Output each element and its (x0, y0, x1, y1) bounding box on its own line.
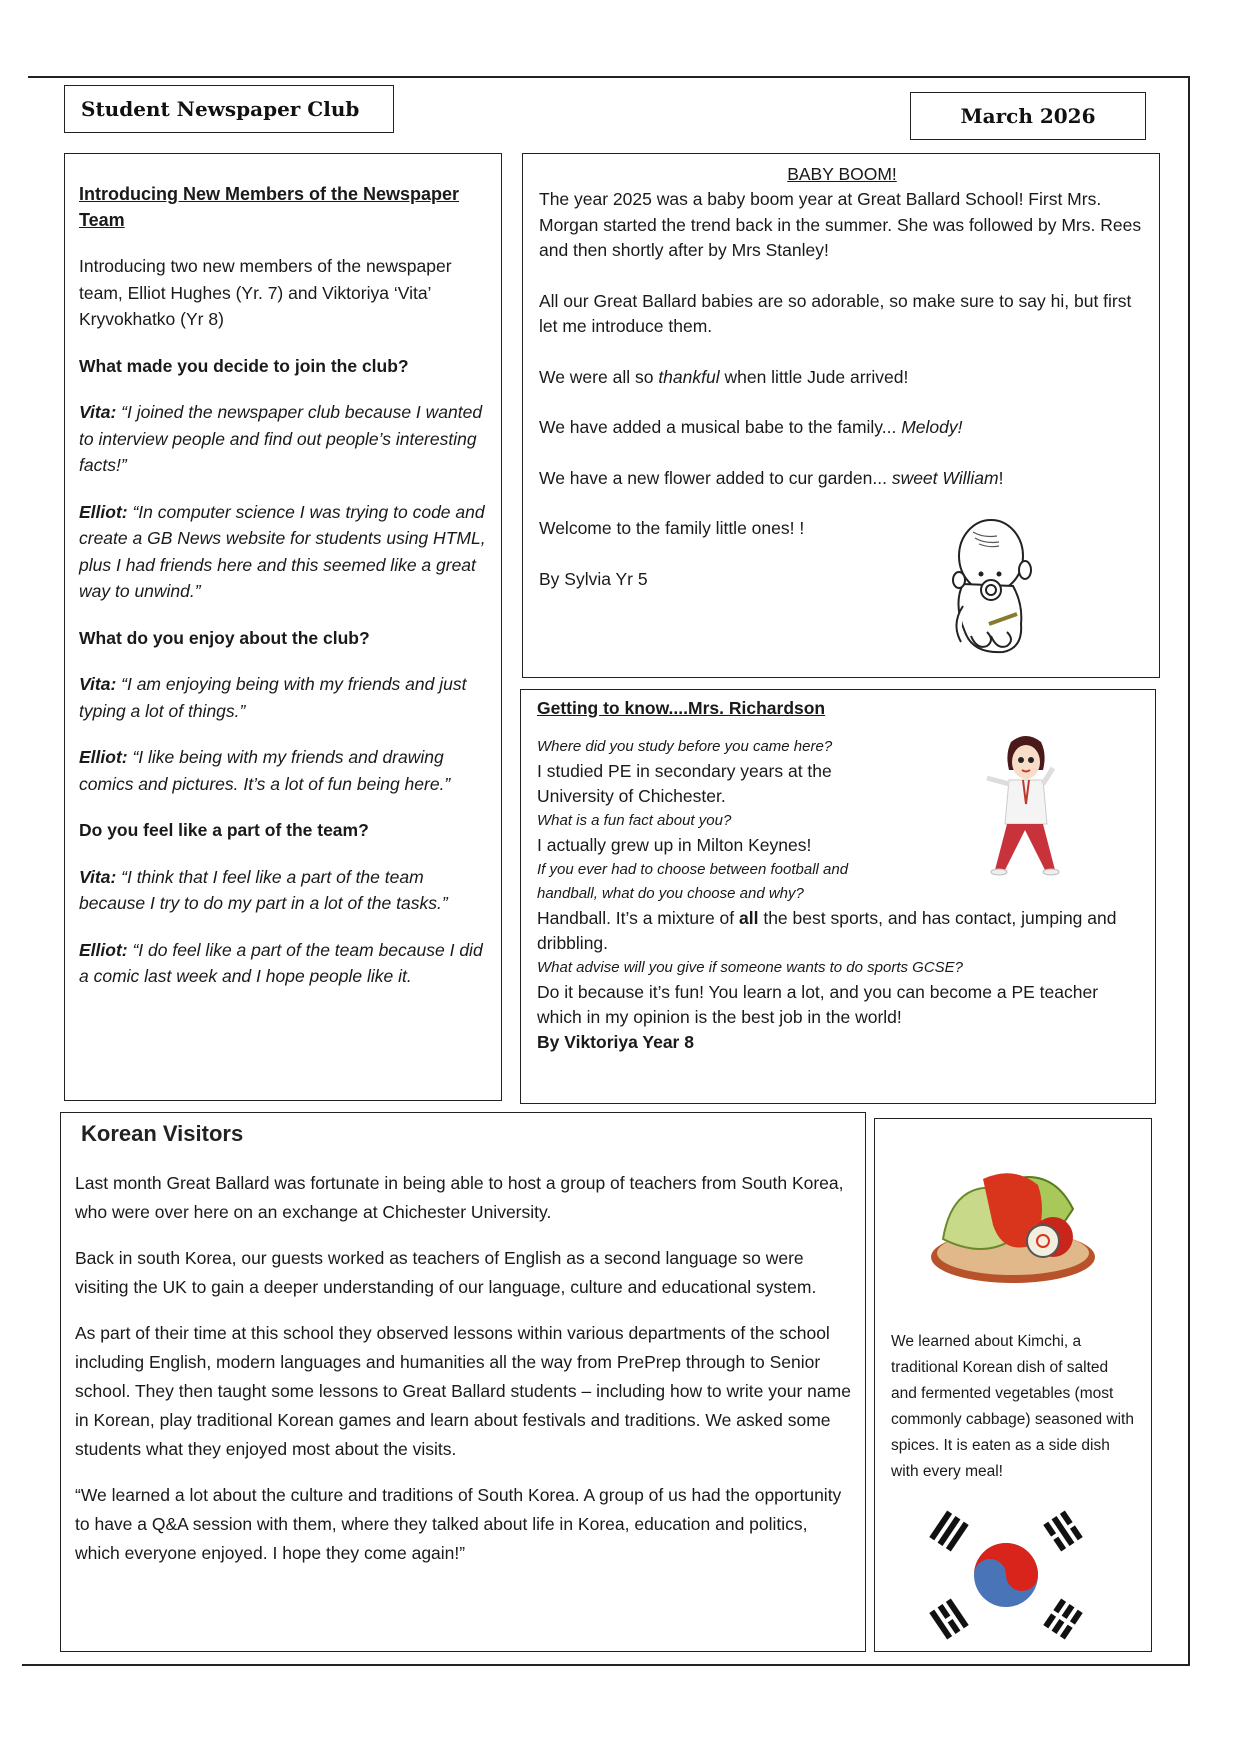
baby-illustration-icon (943, 514, 1053, 664)
richardson-question: Where did you study before you came here? (537, 738, 833, 755)
interview-answer: Elliot: “I like being with my friends and drawing comics and pictures. It’s a lot of fun being here.” (79, 747, 451, 794)
baby-boom-title: BABY BOOM! (787, 164, 897, 184)
kimchi-caption: We learned about Kimchi, a traditional Korean dish of salted and fermented vegetables (most commonly cabbage) seasoned with spices. It is eaten as a side dish with every meal! (891, 1333, 1134, 1480)
interview-answer: Elliot: “In computer science I was trying to code and create a GB News website for students using HTML, plus I had friends here and this seemed like a great way to unwind.” (79, 501, 486, 601)
article-intro: Introducing two new members of the newspaper team, Elliot Hughes (Yr. 7) and Viktoriya ‘Vita’ Kryvokhatko (Yr 8) (79, 256, 452, 329)
baby-byline: By Sylvia Yr 5 (539, 568, 648, 589)
baby-boom-para: The year 2025 was a baby boom year at Great Ballard School! First Mrs. Morgan started the trend back in the summer. She was followed by Mrs. Rees and then shortly after by Mrs Stanley! (539, 189, 1142, 260)
new-members-article (64, 153, 502, 1101)
korean-quote: “We learned a lot about the culture and traditions of South Korea. A group of us had the opportunity to have a Q&A session with them, where they talked about life in Korea, education and politics, which everyone enjoyed. I hope they come again!” (75, 1485, 842, 1563)
baby-boom-para: All our Great Ballard babies are so adorable, so make sure to say hi, but first let me introduce them. (539, 290, 1132, 336)
baby-william-line: We have a new flower added to cur garden... sweet William! (539, 467, 1004, 488)
teacher-illustration-icon (971, 732, 1081, 882)
baby-boom-article (522, 153, 1160, 678)
richardson-question: If you ever had to choose between football and handball, what do you choose and why? (537, 861, 849, 902)
issue-date: March 2026 (960, 104, 1096, 128)
baby-jude-line: We were all so thankful when little Jude arrived! (539, 366, 909, 387)
korean-para: Last month Great Ballard was fortunate in being able to host a group of teachers from South Korea, who were over here on an exchange at Chichester University. (75, 1173, 844, 1222)
korean-para: Back in south Korea, our guests worked as teachers of English as a second language so were visiting the UK to gain a deeper understanding of our language, culture and educational system. (75, 1248, 817, 1297)
article-heading: Introducing New Members of the Newspaper Team (79, 184, 460, 230)
richardson-answer: Do it because it’s fun! You learn a lot, and you can become a PE teacher which in my opinion is the best job in the world! (537, 982, 1099, 1027)
richardson-question: What is a fun fact about you? (537, 812, 732, 829)
newsletter-title-box (64, 85, 394, 133)
interview-answer: Vita: “I joined the newspaper club because I wanted to interview people and find out people’s interesting facts!” (79, 402, 483, 475)
interview-question: What made you decide to join the club? (79, 355, 409, 376)
mrs-richardson-article (520, 689, 1156, 1104)
baby-welcome-line: Welcome to the family little ones! ! (539, 518, 805, 538)
interview-question: Do you feel like a part of the team? (79, 820, 369, 840)
richardson-answer: Handball. It’s a mixture of all the best sports, and has contact, jumping and dribbling. (537, 908, 1117, 953)
newsletter-title: Student Newspaper Club (81, 97, 360, 121)
richardson-byline: By Viktoriya Year 8 (537, 1032, 694, 1052)
interview-answer: Vita: “I think that I feel like a part of the team because I try to do my part in a lot of the tasks.” (79, 866, 448, 913)
kimchi-sidebar (874, 1118, 1152, 1652)
korean-visitors-article (60, 1112, 866, 1652)
page-frame-bottom (22, 1664, 1190, 1666)
baby-melody-line: We have added a musical babe to the family... Melody! (539, 417, 963, 437)
interview-answer: Vita: “I am enjoying being with my friends and just typing a lot of things.” (79, 674, 467, 721)
page-frame-right (1188, 76, 1190, 1664)
page-frame-top (28, 76, 1190, 78)
richardson-question: What advise will you give if someone wants to do sports GCSE? (537, 959, 964, 976)
richardson-answer: I actually grew up in Milton Keynes! (537, 835, 812, 855)
korean-para: As part of their time at this school they observed lessons within various departments of the school including English, modern languages and humanities all the way from PrePrep through to Senior school. They then taught some lessons to Great Ballard students – including how to write your name in Korean, play traditional Korean games and learn about festivals and traditions. We asked some students what they enjoyed most about the visits. (75, 1323, 851, 1459)
kimchi-illustration-icon (923, 1159, 1103, 1289)
south-korea-flag-icon (901, 1503, 1111, 1648)
korean-visitors-title: Korean Visitors (81, 1121, 244, 1146)
interview-question: What do you enjoy about the club? (79, 627, 370, 648)
richardson-answer: I studied PE in secondary years at the University of Chichester. (537, 761, 832, 806)
issue-date-box (910, 92, 1146, 140)
richardson-title: Getting to know....Mrs. Richardson (537, 698, 826, 718)
interview-answer: Elliot: “I do feel like a part of the team because I did a comic last week and I hope people like it. (79, 939, 483, 986)
